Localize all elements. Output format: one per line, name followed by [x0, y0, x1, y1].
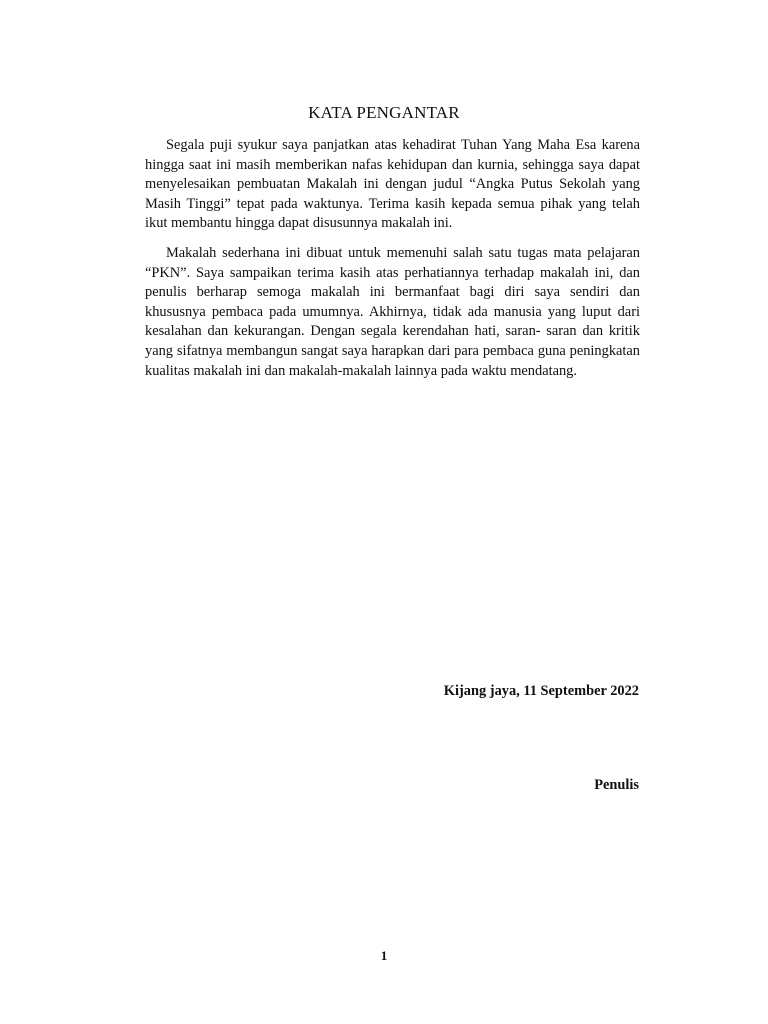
paragraph-2: Makalah sederhana ini dibuat untuk memenuhi salah satu tugas mata pelajaran “PKN”. Saya sampaikan terima kasih atas perhatiannya terhadap makalah ini, dan penulis berharap semoga makalah ini bermanfaat bagi diri saya sendiri dan khususnya pembaca pada umumnya. Akhirnya, tidak ada manusia yang luput dari kesalahan dan kekurangan. Dengan segala kerendahan hati, saran- saran dan kritik yang sifatnya membangun sangat saya harapkan dari para pembaca guna peningkatan kualitas makalah ini dan makalah-makalah lainnya pada waktu mendatang.	[145, 244, 640, 379]
page-title: KATA PENGANTAR	[308, 103, 460, 122]
page-number: 1	[380, 948, 388, 963]
author-signature: Penulis	[594, 777, 639, 793]
body-text	[145, 136, 640, 391]
paragraph-1: Segala puji syukur saya panjatkan atas kehadirat Tuhan Yang Maha Esa karena hingga saat ini masih memberikan nafas kehidupan dan kurnia, sehingga saya dapat menyelesaikan pembuatan Makalah ini dengan judul “Angka Putus Sekolah yang Masih Tinggi” tepat pada waktunya. Terima kasih kepada semua pihak yang telah ikut membantu hingga dapat disusunnya makalah ini.	[145, 137, 640, 232]
place-date: Kijang jaya, 11 September 2022	[443, 683, 639, 699]
